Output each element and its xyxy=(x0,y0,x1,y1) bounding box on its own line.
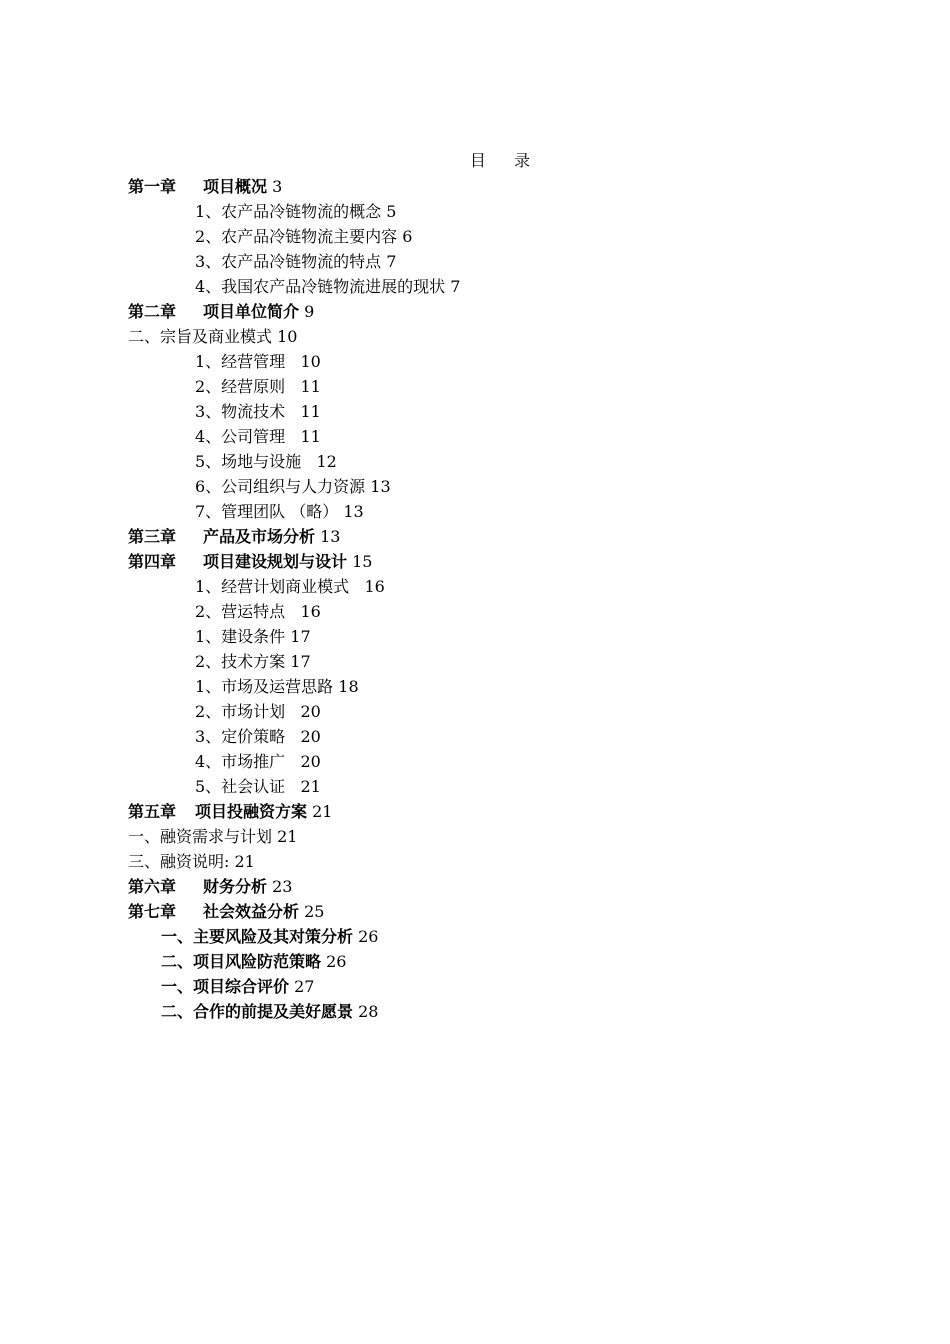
toc-entry-title: 项目单位简介 xyxy=(203,302,300,321)
toc-entry-page-number: 21 xyxy=(312,802,333,821)
toc-entry-title: 财务分析 xyxy=(203,877,268,896)
toc-entry[interactable] xyxy=(0,874,950,899)
toc-entry-page-number: 25 xyxy=(304,902,325,921)
toc-entry-title: 4、市场推广 xyxy=(195,752,286,771)
toc-entry-page-number: 21 xyxy=(277,827,298,846)
toc-entry[interactable] xyxy=(0,699,950,724)
toc-entry-page-number: 11 xyxy=(290,427,321,446)
toc-entry-title: 二、项目风险防范策略 xyxy=(161,952,322,971)
toc-entry-chapter: 第六章 xyxy=(128,877,177,896)
toc-entry-title: 二、宗旨及商业模式 xyxy=(128,327,273,346)
toc-entry-title: 1、经营管理 xyxy=(195,352,286,371)
toc-entry[interactable] xyxy=(0,774,950,799)
toc-entry-title: 5、场地与设施 xyxy=(195,452,302,471)
toc-entry[interactable] xyxy=(0,299,950,324)
toc-entry[interactable] xyxy=(0,799,950,824)
toc-entry[interactable] xyxy=(0,924,950,949)
toc-entry-title: 三、融资说明: xyxy=(128,852,230,871)
toc-entry[interactable] xyxy=(0,824,950,849)
toc-entry[interactable] xyxy=(0,549,950,574)
toc-entry[interactable] xyxy=(0,899,950,924)
toc-entry-title: 一、项目综合评价 xyxy=(161,977,290,996)
toc-entry-chapter: 第一章 xyxy=(128,177,177,196)
toc-entry[interactable] xyxy=(0,524,950,549)
toc-entry-title: 社会效益分析 xyxy=(203,902,300,921)
toc-entry-page-number: 15 xyxy=(352,552,373,571)
toc-entry-page-number: 21 xyxy=(290,777,321,796)
toc-entry[interactable] xyxy=(0,599,950,624)
toc-entry-title: 3、定价策略 xyxy=(195,727,286,746)
toc-entry-title: 1、建设条件 xyxy=(195,627,286,646)
toc-entry-page-number: 26 xyxy=(326,952,347,971)
toc-entry-page-number: 3 xyxy=(272,177,283,196)
toc-entry-page-number: 7 xyxy=(386,252,397,271)
toc-entry[interactable] xyxy=(0,224,950,249)
toc-entry[interactable] xyxy=(0,324,950,349)
toc-entry-chapter: 第二章 xyxy=(128,302,177,321)
toc-entry-page-number: 12 xyxy=(306,452,337,471)
toc-entry-page-number: 16 xyxy=(354,577,385,596)
toc-entry-chapter: 第五章 xyxy=(128,802,177,821)
toc-entry-page-number: 16 xyxy=(290,602,321,621)
toc-entry-page-number: 26 xyxy=(358,927,379,946)
toc-entry-chapter: 第三章 xyxy=(128,527,177,546)
toc-entry[interactable] xyxy=(0,474,950,499)
toc-entry[interactable] xyxy=(0,199,950,224)
toc-entry[interactable] xyxy=(0,574,950,599)
toc-entry-page-number: 10 xyxy=(290,352,321,371)
toc-entry-title: 5、社会认证 xyxy=(195,777,286,796)
toc-entry-title: 2、技术方案 xyxy=(195,652,286,671)
toc-entry[interactable] xyxy=(0,374,950,399)
toc-entry-page-number: 13 xyxy=(343,502,364,521)
toc-entry-title: 4、公司管理 xyxy=(195,427,286,446)
toc-entry[interactable] xyxy=(0,974,950,999)
toc-entry-page-number: 27 xyxy=(294,977,315,996)
toc-entry[interactable] xyxy=(0,749,950,774)
toc-entry-page-number: 11 xyxy=(290,402,321,421)
toc-entry-page-number: 17 xyxy=(290,627,311,646)
toc-entry[interactable] xyxy=(0,174,950,199)
toc-entry-title: 3、物流技术 xyxy=(195,402,286,421)
toc-entry-title: 6、公司组织与人力资源 xyxy=(195,477,366,496)
toc-entry-title: 2、农产品冷链物流主要内容 xyxy=(195,227,398,246)
toc-entry[interactable] xyxy=(0,624,950,649)
toc-entry[interactable] xyxy=(0,249,950,274)
toc-entry-title: 产品及市场分析 xyxy=(203,527,316,546)
toc-entry-page-number: 20 xyxy=(290,727,321,746)
toc-entry-title: 一、主要风险及其对策分析 xyxy=(161,927,354,946)
toc-entry[interactable] xyxy=(0,724,950,749)
toc-title: 目 录 xyxy=(469,151,537,170)
toc-entry-chapter: 第四章 xyxy=(128,552,177,571)
toc-entry-page-number: 20 xyxy=(290,752,321,771)
toc-entry-title: 2、市场计划 xyxy=(195,702,286,721)
toc-entry-page-number: 20 xyxy=(290,702,321,721)
toc-entry-title: 3、农产品冷链物流的特点 xyxy=(195,252,382,271)
toc-entry-title: 二、合作的前提及美好愿景 xyxy=(161,1002,354,1021)
toc-entry-page-number: 18 xyxy=(338,677,359,696)
toc-entry[interactable] xyxy=(0,649,950,674)
toc-entry-title: 项目建设规划与设计 xyxy=(203,552,348,571)
toc-entry-page-number: 13 xyxy=(320,527,341,546)
toc-entry-page-number: 5 xyxy=(386,202,397,221)
toc-list xyxy=(0,174,950,1024)
toc-entry-page-number: 13 xyxy=(370,477,391,496)
toc-entry[interactable] xyxy=(0,424,950,449)
toc-entry-chapter: 第七章 xyxy=(128,902,177,921)
toc-entry[interactable] xyxy=(0,449,950,474)
toc-entry-page-number: 21 xyxy=(234,852,255,871)
toc-entry-page-number: 23 xyxy=(272,877,293,896)
toc-entry-title: 2、营运特点 xyxy=(195,602,286,621)
toc-entry-title: 项目投融资方案 xyxy=(195,802,308,821)
toc-entry[interactable] xyxy=(0,499,950,524)
toc-entry[interactable] xyxy=(0,274,950,299)
toc-entry-title: 1、经营计划商业模式 xyxy=(195,577,350,596)
toc-entry-title: 2、经营原则 xyxy=(195,377,286,396)
toc-entry-title: 一、融资需求与计划 xyxy=(128,827,273,846)
toc-entry[interactable] xyxy=(0,949,950,974)
toc-entry[interactable] xyxy=(0,849,950,874)
toc-entry-page-number: 28 xyxy=(358,1002,379,1021)
toc-entry-title: 1、农产品冷链物流的概念 xyxy=(195,202,382,221)
toc-entry-title: 7、管理团队 （略） xyxy=(195,502,339,521)
toc-entry-title: 4、我国农产品冷链物流进展的现状 xyxy=(195,277,446,296)
toc-entry[interactable] xyxy=(0,674,950,699)
toc-entry-page-number: 11 xyxy=(290,377,321,396)
toc-entry-title: 1、市场及运营思路 xyxy=(195,677,334,696)
toc-entry-page-number: 10 xyxy=(277,327,298,346)
toc-entry-page-number: 17 xyxy=(290,652,311,671)
toc-entry[interactable] xyxy=(0,999,950,1024)
toc-entry-page-number: 6 xyxy=(402,227,413,246)
toc-entry[interactable] xyxy=(0,349,950,374)
toc-entry[interactable] xyxy=(0,399,950,424)
toc-entry-title: 项目概况 xyxy=(203,177,268,196)
toc-entry-page-number: 7 xyxy=(450,277,461,296)
toc-entry-page-number: 9 xyxy=(304,302,315,321)
